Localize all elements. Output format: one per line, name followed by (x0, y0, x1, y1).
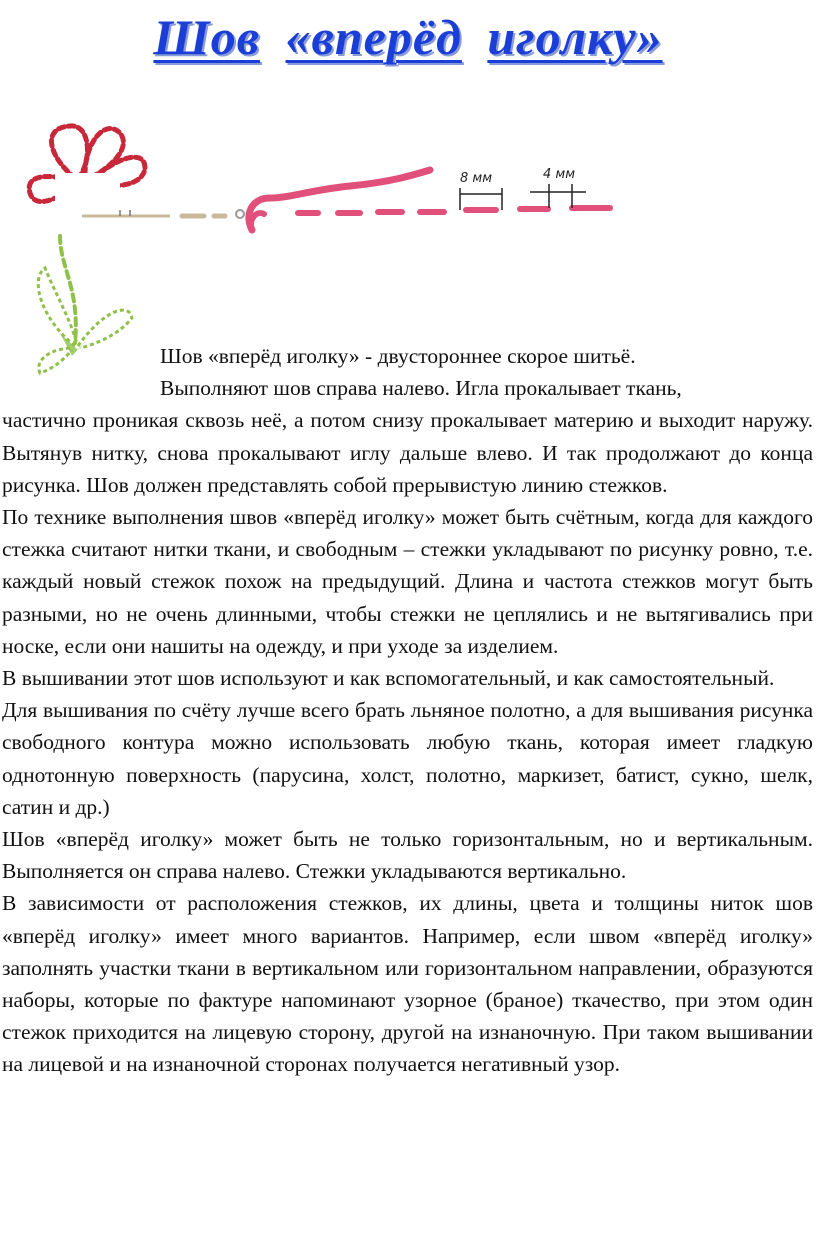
thread-curl (249, 170, 430, 230)
paragraph-4: Для вышивания по счёту лучше всего брать льняное полотно, а для вышивания рисунка свободного контура можно использовать любую ткань, которая имеет гладкую однотонную поверхность (парусина, холст, полотно, маркизет, батист, сукно, шелк, сатин и др.) (2, 698, 813, 819)
flower-stem (60, 236, 76, 343)
pink-stitches (298, 208, 610, 213)
paragraph-2: По технике выполнения швов «вперёд иголку» может быть счётным, когда для каждого стежка считают нитки ткани, и свободным – стежки укладывают по рисунку ровно, т.е. каждый новый стежок похож на предыдущий. Длина и частота стежков могут быть разными, но не очень длинными, чтобы стежки не цеплялись и не вытягивались при носке, если они нашиты на одежду, и при уходе за изделием. (2, 505, 813, 658)
paragraph-1-rest: частично проникая сквозь неё, а потом снизу прокалывает материю и выходит наружу. Вытянув нитку, снова прокалывают иглу дальше влево. И так продолжают до конца рисунка. Шов должен представлять собой прерывистую линию стежков. (2, 408, 813, 497)
paragraph-6: В зависимости от расположения стежков, их длины, цвета и толщины ниток шов «вперёд иголку» имеет много вариантов. Например, если швом «вперёд иголку» заполнять участки ткани в вертикальном или горизонтальном направлении, образуются наборы, которые по фактуре напоминают узорное (браное) ткачество, при этом один стежок приходится на лицевую сторону, другой на изнаночную. При таком вышивании на лицевой и на изнаночной сторонах получается негативный узор. (2, 891, 813, 1077)
stitch-illustration (20, 118, 620, 378)
paragraph-3: В вышивании этот шов используют и как вспомогательный, и как самостоятельный. (2, 666, 775, 691)
label-8mm: 8 мм (460, 171, 493, 186)
measure-4mm (530, 184, 586, 208)
page-title (0, 8, 816, 66)
body-text (2, 340, 813, 1081)
measure-8mm (460, 188, 502, 210)
paragraph-1-line-1: Шов «вперёд иголку» - двустороннее скорое шитьё. (160, 344, 636, 368)
label-4mm: 4 мм (543, 167, 576, 182)
thread-hook (251, 213, 264, 230)
title-word-1: Шов (153, 9, 261, 65)
paragraph-1-line-2: Выполняют шов справа налево. Игла прокалывает ткань, (160, 376, 682, 401)
needle-eye (236, 210, 244, 218)
flower-center-cover (55, 173, 120, 235)
title-word-2: «вперёд (285, 9, 462, 65)
paragraph-5: Шов «вперёд иголку» может быть не только горизонтальным, но и вертикальным. Выполняется он справа налево. Стежки укладываются вертикально. (2, 827, 813, 884)
title-word-3: иголку» (487, 9, 663, 65)
